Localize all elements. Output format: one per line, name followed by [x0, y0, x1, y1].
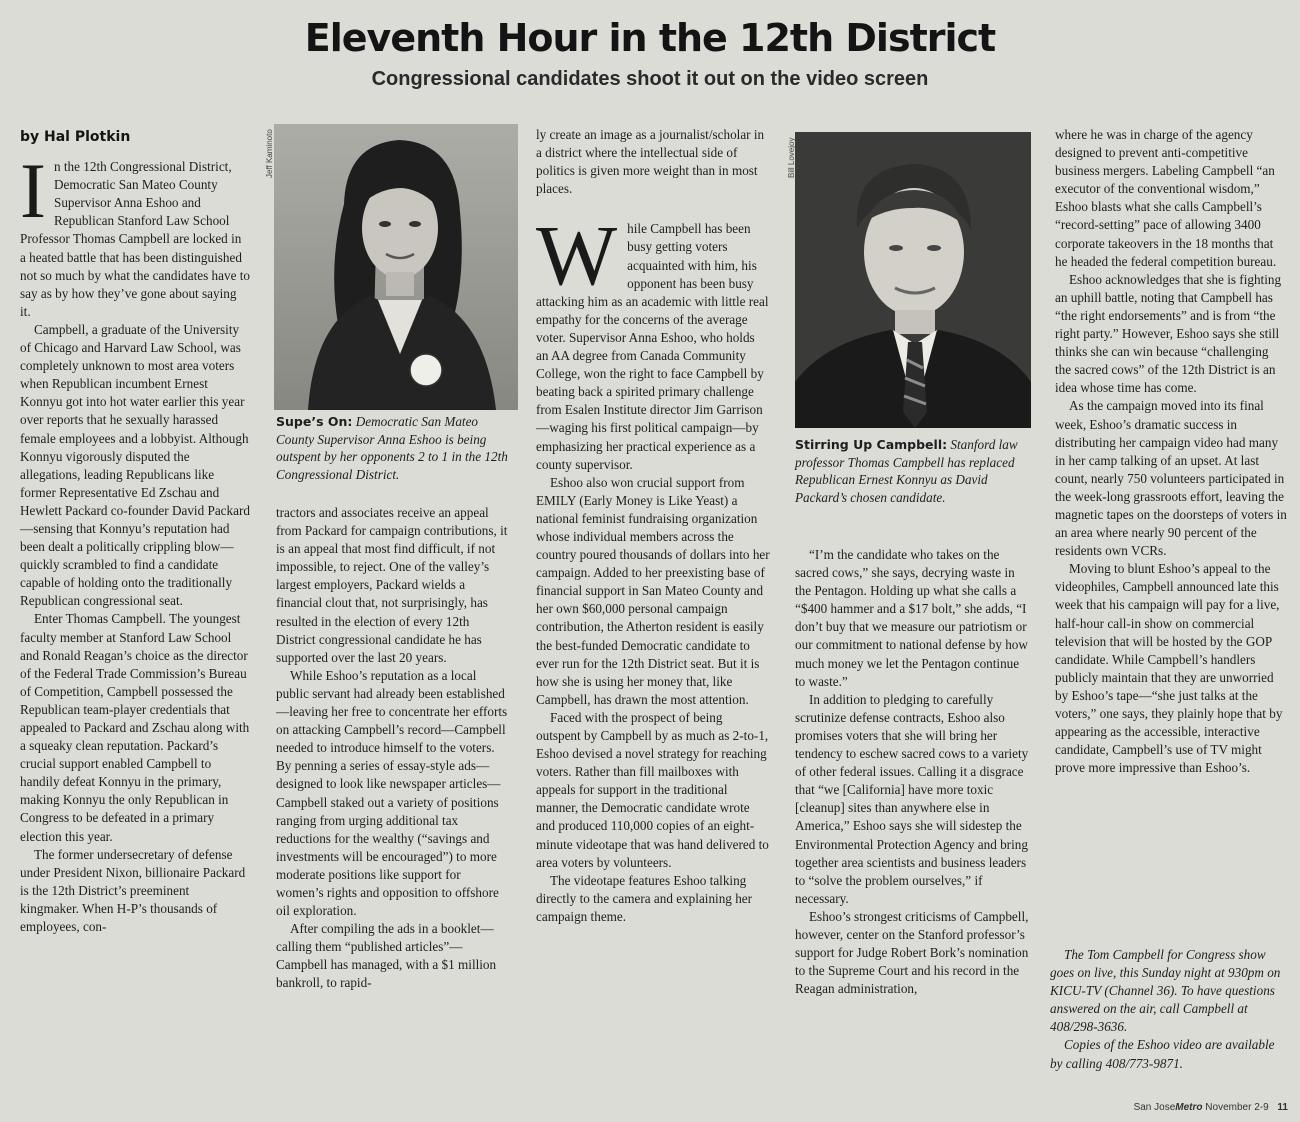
- article-paragraph: “I’m the candidate who takes on the sacred cows,” she says, decrying waste in the Pentagon. Holding up what she calls a “$400 hammer and a $17 bolt,” she adds, “I don’t buy that we measure our patriotism or our commitment to national defense by how much money we let the Pentagon continue to waste.”: [795, 547, 1028, 689]
- drop-cap: W: [536, 207, 618, 304]
- caption-text: Stanford law professor Thomas Campbell has replaced Republican Ernest Konnyu as David Packard’s chosen candidate.: [795, 437, 1018, 505]
- article-paragraph: Moving to blunt Eshoo’s appeal to the videophiles, Campbell announced late this week that his campaign will pay for a live, half-hour call-in show on commercial television that will be hosted by the GOP candidate. While Campbell’s handlers publicly maintain that they are unworried by Eshoo’s tape—“she just talks at the voters,” one says, they plainly hope that by appearing as the accessible, interactive candidate, Campbell’s use of TV might prove more impressive than Eshoo’s.: [1055, 561, 1283, 776]
- publication-name-prefix: San Jose: [1133, 1102, 1176, 1113]
- article-paragraph: After compiling the ads in a booklet—calling them “published articles”—Campbell has managed, with a $1 million bankroll, to rapid-: [276, 921, 497, 991]
- issue-date: November 2-9: [1205, 1102, 1269, 1113]
- column-5: [1055, 126, 1287, 777]
- subheadline: Congressional candidates shoot it out on the video screen: [371, 68, 929, 90]
- show-info-text: The Tom Campbell for Congress show goes on live, this Sunday night at 930pm on KICU-TV (Channel 36). To have questions answered on the air, call Campbell at 408/298-3636.: [1050, 947, 1281, 1035]
- article-paragraph: tractors and associates receive an appeal from Packard for campaign contributions, it is an appeal that most find difficult, if not impossible, to reject. One of the valley’s largest employers, Packard wields a financial clout that, not surprisingly, has resulted in the election of every 12th District congressional candidate he has supported over the last 20 years.: [276, 505, 508, 665]
- article-paragraph: ly create an image as a journalist/scholar in a district where the intellectual side of politics is given more weight than in most places.: [536, 127, 765, 197]
- article-paragraph: While Eshoo’s reputation as a local public servant had already been established—leaving her free to concentrate her efforts on attacking Campbell’s record—Campbell needed to introduce himself to the voters. By penning a series of essay-style ads—designed to look like newspaper articles—Campbell staked out a variety of positions ranging from urging additional tax reductions for the wealthy (“savings and investments will be encouraged”) to more moderate positions like support for women’s rights and opposition to offshore oil exploration.: [276, 667, 508, 919]
- article-paragraph: The former undersecretary of defense under President Nixon, billionaire Packard is the 12th District’s preeminent kingmaker. When H-P’s thousands of employees, con-: [20, 846, 246, 935]
- headline: Eleventh Hour in the 12th District: [304, 16, 996, 60]
- article-paragraph: The videotape features Eshoo talking directly to the camera and explaining her campaign theme.: [536, 872, 753, 924]
- caption-lead: Stirring Up Campbell:: [795, 437, 948, 452]
- photo-caption: [276, 413, 516, 483]
- article-paragraph: Eshoo’s strongest criticisms of Campbell, however, center on the Stanford professor’s support for Judge Robert Bork’s nomination to the Supreme Court and his record in the Reagan administration,: [795, 908, 1029, 997]
- drop-cap: I: [20, 147, 46, 235]
- byline: by Hal Plotkin: [20, 129, 131, 145]
- column-3: [536, 126, 770, 926]
- page-footer: [1134, 1102, 1288, 1113]
- column-2: [276, 504, 510, 993]
- photo-credit: Bill Lovejoy: [787, 137, 796, 178]
- photo-caption: [795, 436, 1031, 506]
- photo-anna-eshoo: [274, 124, 518, 410]
- caption-text: Democratic San Mateo County Supervisor Anna Eshoo is being outspent by her opponents 2 to 1 in the 12th Congressional District.: [276, 414, 508, 482]
- page-number: 11: [1277, 1102, 1288, 1113]
- article-paragraph: In addition to pledging to carefully scrutinize defense contracts, Eshoo also promises voters that she will bring her tendency to eschew sacred cows to a variety of other federal issues. Calling it a disgrace that “we [California] have more toxic [cleanup] sites than anywhere else in America,” Eshoo says she will sidestep the Environmental Protection Agency and bring together area scientists and business leaders to “solve the problem ourselves,” if necessary.: [795, 691, 1029, 906]
- column-1: [20, 128, 250, 936]
- article-paragraph: where he was in charge of the agency designed to prevent anti-competitive business mergers. Labeling Campbell “an executor of the conventional wisdom,” Eshoo blasts what she calls Campbell’s “record-setting” pace of allowing 3400 corporate takeovers in the 18 months that he headed the federal competition bureau.: [1055, 127, 1277, 269]
- photo-thomas-campbell: [795, 132, 1031, 428]
- video-info-text: Copies of the Eshoo video are available by calling 408/773-9871.: [1050, 1037, 1275, 1071]
- article-paragraph: As the campaign moved into its final week, Eshoo’s dramatic success in distributing her campaign video had many in her camp talking of an upset. At last count, nearly 750 volunteers participated in the week-long grassroots effort, leaving the magnetic tapes on the doorsteps of voters in an area where nearly 90 percent of the residents own VCRs.: [1055, 398, 1287, 559]
- article-paragraph: Enter Thomas Campbell. The youngest faculty member at Stanford Law School and Ronald Reagan’s choice as the director of the Federal Trade Commission’s Bureau of Competition, Campbell possessed the Republican team-player credentials that appealed to Packard and Zschau along with a squeaky clean reputation. Packard’s crucial support enabled Campbell to handily defeat Konnyu in the primary, making Konnyu the only Republican in Congress to be defeated in a primary election this year.: [20, 611, 250, 844]
- article-paragraph: Faced with the prospect of being outspent by Campbell by as much as 2-to-1, Eshoo devised a novel strategy for reaching voters. Rather than fill mailboxes with appeals for support in the traditional manner, the Democratic candidate wrote and produced 110,000 copies of an eight-minute videotape that was hand delivered to area voters by volunteers.: [536, 709, 769, 870]
- caption-lead: Supe’s On:: [276, 414, 353, 429]
- publication-name-brand: Metro: [1175, 1102, 1203, 1113]
- column-4: [795, 546, 1031, 998]
- article-paragraph: While Campbell has been busy getting voters acquainted with him, his opponent has been busy attacking him as an academic with little real empathy for the concerns of the average voter. Supervisor Anna Eshoo, who holds an AA degree from Canada Community College, won the right to face Campbell by beating back a spirited primary challenge from Esalen Institute director Jim Garrison—waging his first political campaign—by emphasizing her practical experience as a county supervisor.: [536, 207, 769, 472]
- article-paragraph: In the 12th Congressional District, Democratic San Mateo County Supervisor Anna Eshoo and Republican Stanford Law School Professor Thomas Campbell are locked in a heated battle that has been distinguished not so much by what the candidates have to say as by how they’ve gone about saying it.: [20, 147, 250, 319]
- article-paragraph: Eshoo also won crucial support from EMILY (Early Money is Like Yeast) a national feminist fundraising organization whose individual members across the country poured thousands of dollars into her campaign. Added to her preexisting base of financial support in San Mateo County and her own $60,000 personal campaign contribution, the Atherton resident is easily the best-funded Democratic candidate to ever run for the 12th District seat. But it is how she is using her money that, like Campbell, has drawn the most attention.: [536, 474, 770, 707]
- article-paragraph: Eshoo acknowledges that she is fighting an uphill battle, noting that Campbell has “the right endorsements” and is from “the right party.” However, Eshoo says she still thinks she can win because “challenging the sacred cows” of the 12th District is an idea whose time has come.: [1055, 271, 1282, 396]
- photo-credit: Jeff Kaminoto: [265, 129, 274, 178]
- show-info-note: [1050, 946, 1286, 1073]
- article-paragraph: Campbell, a graduate of the University of Chicago and Harvard Law School, was completely unknown to most area voters when Republican incumbent Ernest Konnyu got into hot water earlier this year over reports that he sexually harassed female employees and a lobbyist. Although Konnyu vigorously disputed the allegations, leading Republicans like former Representative Ed Zschau and Hewlett Packard co-founder David Packard—sensing that Konnyu’s reputation had been dealt a politically crippling blow—quickly scrambled to find a candidate capable of holding onto the traditionally Republican congressional seat.: [20, 321, 250, 609]
